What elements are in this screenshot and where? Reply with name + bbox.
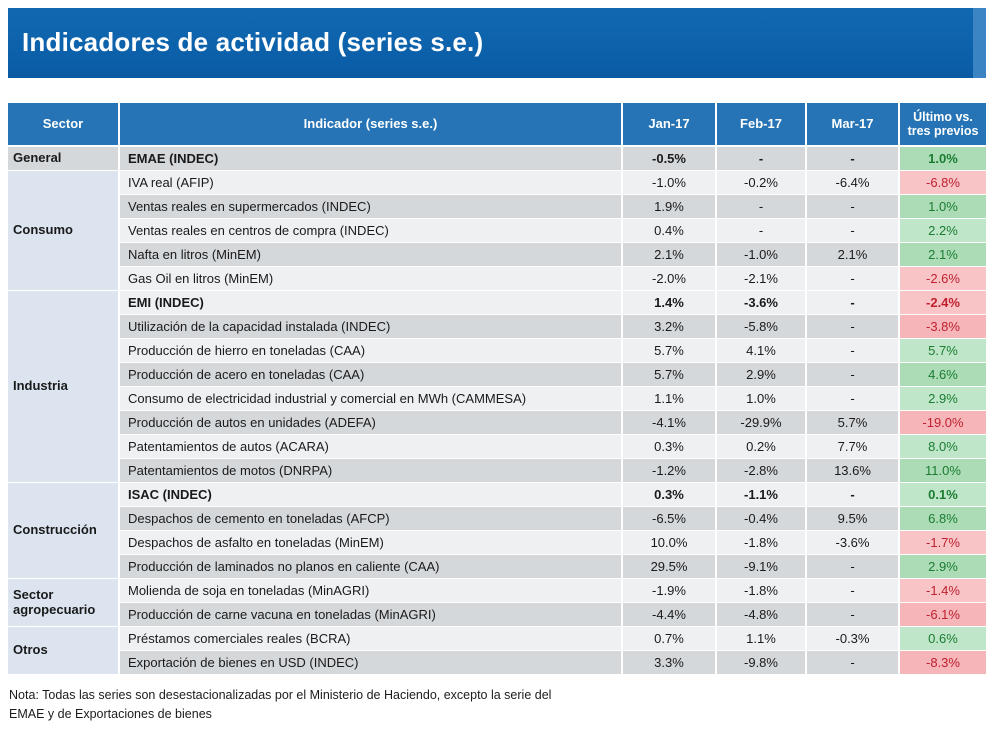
feb-value-cell: 4.1% [717, 339, 807, 363]
feb-value-cell: -4.8% [717, 603, 807, 627]
jan-value-cell: 0.4% [623, 219, 717, 243]
indicator-cell: Préstamos comerciales reales (BCRA) [120, 627, 623, 651]
indicator-cell: Exportación de bienes en USD (INDEC) [120, 651, 623, 675]
mar-value-cell: 7.7% [807, 435, 900, 459]
table-row [8, 339, 986, 363]
indicator-cell: EMI (INDEC) [120, 291, 623, 315]
delta-cell: -1.4% [900, 579, 986, 603]
table-row [8, 531, 986, 555]
mar-value-cell: - [807, 195, 900, 219]
mar-value-cell: - [807, 339, 900, 363]
mar-value-cell: - [807, 603, 900, 627]
feb-value-cell: -1.8% [717, 579, 807, 603]
jan-value-cell: 3.3% [623, 651, 717, 675]
indicator-cell: Despachos de cemento en toneladas (AFCP) [120, 507, 623, 531]
header-jan-17: Jan-17 [623, 103, 717, 147]
table-row [8, 411, 986, 435]
mar-value-cell: 2.1% [807, 243, 900, 267]
delta-cell: -2.4% [900, 291, 986, 315]
table-row [8, 603, 986, 627]
delta-cell: 0.6% [900, 627, 986, 651]
header-sector: Sector [8, 103, 120, 147]
feb-value-cell: -2.8% [717, 459, 807, 483]
jan-value-cell: 1.4% [623, 291, 717, 315]
sector-cell: General [8, 147, 120, 171]
feb-value-cell: - [717, 219, 807, 243]
table-row [8, 651, 986, 675]
mar-value-cell: -0.3% [807, 627, 900, 651]
delta-cell: -2.6% [900, 267, 986, 291]
feb-value-cell: -1.8% [717, 531, 807, 555]
delta-cell: -1.7% [900, 531, 986, 555]
feb-value-cell: - [717, 195, 807, 219]
header-last-vs-previous: Último vs. tres previos [900, 103, 986, 147]
delta-cell: 2.9% [900, 555, 986, 579]
mar-value-cell: -3.6% [807, 531, 900, 555]
indicator-cell: Ventas reales en centros de compra (INDEC) [120, 219, 623, 243]
indicator-cell: Producción de acero en toneladas (CAA) [120, 363, 623, 387]
feb-value-cell: -1.0% [717, 243, 807, 267]
table-row [8, 459, 986, 483]
indicator-cell: IVA real (AFIP) [120, 171, 623, 195]
feb-value-cell: 0.2% [717, 435, 807, 459]
delta-cell: 8.0% [900, 435, 986, 459]
sector-cell: Construcción [8, 483, 120, 579]
delta-cell: -3.8% [900, 315, 986, 339]
jan-value-cell: -4.1% [623, 411, 717, 435]
jan-value-cell: -6.5% [623, 507, 717, 531]
table-row [8, 219, 986, 243]
jan-value-cell: 0.7% [623, 627, 717, 651]
indicator-cell: Molienda de soja en toneladas (MinAGRI) [120, 579, 623, 603]
table-row [8, 555, 986, 579]
table-row [8, 315, 986, 339]
table-row [8, 171, 986, 195]
feb-value-cell: - [717, 147, 807, 171]
delta-cell: 1.0% [900, 147, 986, 171]
indicator-cell: Utilización de la capacidad instalada (INDEC) [120, 315, 623, 339]
indicator-cell: ISAC (INDEC) [120, 483, 623, 507]
feb-value-cell: 1.1% [717, 627, 807, 651]
indicator-cell: Producción de laminados no planos en caliente (CAA) [120, 555, 623, 579]
table-row [8, 147, 986, 171]
delta-cell: 5.7% [900, 339, 986, 363]
indicator-cell: Patentamientos de autos (ACARA) [120, 435, 623, 459]
jan-value-cell: -0.5% [623, 147, 717, 171]
jan-value-cell: 5.7% [623, 339, 717, 363]
table-row [8, 243, 986, 267]
table-row [8, 627, 986, 651]
mar-value-cell: - [807, 363, 900, 387]
banner-right-accent [973, 8, 986, 78]
delta-cell: -19.0% [900, 411, 986, 435]
delta-cell: 2.2% [900, 219, 986, 243]
sector-cell: Sector agropecuario [8, 579, 120, 627]
feb-value-cell: -3.6% [717, 291, 807, 315]
delta-cell: 11.0% [900, 459, 986, 483]
delta-cell: 2.9% [900, 387, 986, 411]
jan-value-cell: -1.9% [623, 579, 717, 603]
indicator-cell: Ventas reales en supermercados (INDEC) [120, 195, 623, 219]
indicator-cell: Consumo de electricidad industrial y comercial en MWh (CAMMESA) [120, 387, 623, 411]
page-title: Indicadores de actividad (series s.e.) [22, 26, 484, 57]
delta-cell: 6.8% [900, 507, 986, 531]
feb-value-cell: -9.1% [717, 555, 807, 579]
footnote-line-1: Nota: Todas las series son desestacionalizadas por el Ministerio de Haciendo, excepto la serie del [9, 688, 552, 702]
table-header-row [8, 103, 986, 147]
jan-value-cell: -4.4% [623, 603, 717, 627]
header-feb-17: Feb-17 [717, 103, 807, 147]
table-row [8, 363, 986, 387]
feb-value-cell: -5.8% [717, 315, 807, 339]
delta-cell: -6.1% [900, 603, 986, 627]
mar-value-cell: -6.4% [807, 171, 900, 195]
feb-value-cell: 1.0% [717, 387, 807, 411]
jan-value-cell: 0.3% [623, 435, 717, 459]
feb-value-cell: -0.2% [717, 171, 807, 195]
footnote-line-2: EMAE y de Exportaciones de bienes [9, 706, 212, 721]
mar-value-cell: - [807, 579, 900, 603]
mar-value-cell: - [807, 651, 900, 675]
table-row [8, 483, 986, 507]
mar-value-cell: 13.6% [807, 459, 900, 483]
sector-cell: Consumo [8, 171, 120, 291]
mar-value-cell: - [807, 483, 900, 507]
jan-value-cell: -1.2% [623, 459, 717, 483]
indicator-cell: Gas Oil en litros (MinEM) [120, 267, 623, 291]
indicators-table [8, 103, 986, 675]
indicator-cell: Despachos de asfalto en toneladas (MinEM) [120, 531, 623, 555]
jan-value-cell: 0.3% [623, 483, 717, 507]
mar-value-cell: - [807, 291, 900, 315]
table-row [8, 387, 986, 411]
mar-value-cell: - [807, 147, 900, 171]
mar-value-cell: - [807, 219, 900, 243]
feb-value-cell: 2.9% [717, 363, 807, 387]
table-body [8, 147, 986, 675]
sector-cell: Industria [8, 291, 120, 483]
indicators-table-container [8, 103, 986, 675]
feb-value-cell: -29.9% [717, 411, 807, 435]
mar-value-cell: 5.7% [807, 411, 900, 435]
title-banner [8, 8, 986, 78]
delta-cell: -6.8% [900, 171, 986, 195]
jan-value-cell: 3.2% [623, 315, 717, 339]
mar-value-cell: - [807, 555, 900, 579]
sector-cell: Otros [8, 627, 120, 675]
footnote [9, 686, 551, 724]
feb-value-cell: -1.1% [717, 483, 807, 507]
indicator-cell: Producción de hierro en toneladas (CAA) [120, 339, 623, 363]
delta-cell: -8.3% [900, 651, 986, 675]
table-row [8, 579, 986, 603]
feb-value-cell: -9.8% [717, 651, 807, 675]
table-row [8, 195, 986, 219]
delta-cell: 2.1% [900, 243, 986, 267]
feb-value-cell: -2.1% [717, 267, 807, 291]
mar-value-cell: - [807, 315, 900, 339]
indicator-cell: Nafta en litros (MinEM) [120, 243, 623, 267]
delta-cell: 1.0% [900, 195, 986, 219]
jan-value-cell: 29.5% [623, 555, 717, 579]
jan-value-cell: 10.0% [623, 531, 717, 555]
header-indicator: Indicador (series s.e.) [120, 103, 623, 147]
indicator-cell: Producción de autos en unidades (ADEFA) [120, 411, 623, 435]
feb-value-cell: -0.4% [717, 507, 807, 531]
jan-value-cell: 2.1% [623, 243, 717, 267]
jan-value-cell: 1.1% [623, 387, 717, 411]
mar-value-cell: 9.5% [807, 507, 900, 531]
jan-value-cell: 1.9% [623, 195, 717, 219]
table-row [8, 435, 986, 459]
indicator-cell: Patentamientos de motos (DNRPA) [120, 459, 623, 483]
mar-value-cell: - [807, 387, 900, 411]
mar-value-cell: - [807, 267, 900, 291]
jan-value-cell: 5.7% [623, 363, 717, 387]
table-row [8, 291, 986, 315]
delta-cell: 0.1% [900, 483, 986, 507]
jan-value-cell: -2.0% [623, 267, 717, 291]
indicator-cell: EMAE (INDEC) [120, 147, 623, 171]
table-row [8, 267, 986, 291]
table-row [8, 507, 986, 531]
jan-value-cell: -1.0% [623, 171, 717, 195]
header-mar-17: Mar-17 [807, 103, 900, 147]
delta-cell: 4.6% [900, 363, 986, 387]
indicator-cell: Producción de carne vacuna en toneladas (MinAGRI) [120, 603, 623, 627]
